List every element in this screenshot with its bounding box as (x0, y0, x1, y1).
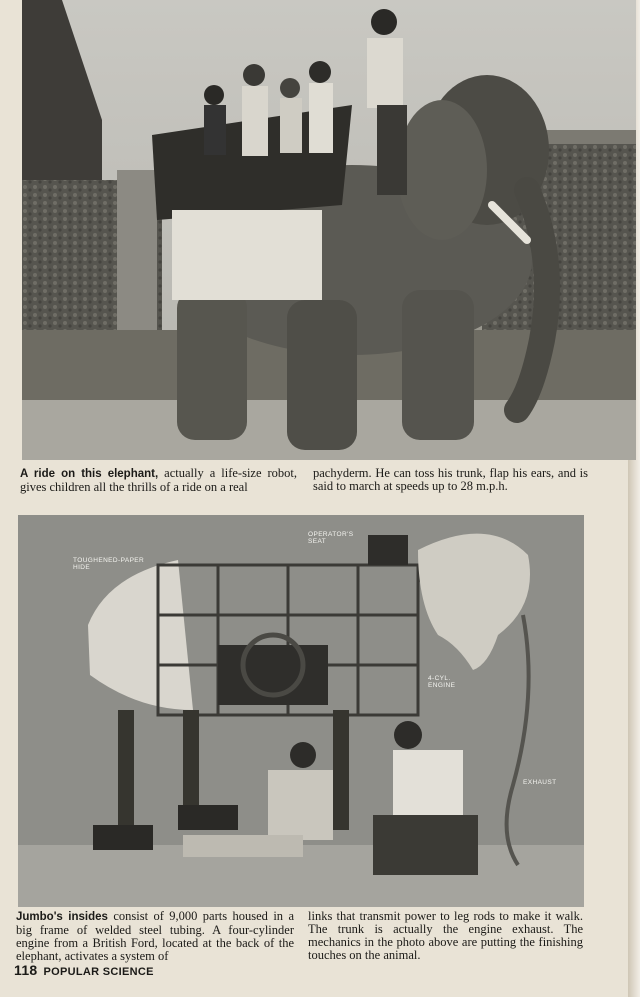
page-footer (14, 962, 154, 978)
bottom-caption-lead: Jumbo's insides (16, 911, 108, 923)
top-caption-right: pachyderm. He can toss his trunk, flap his ears, and is said to march at speeds up to 28 m.p.h. (313, 466, 588, 493)
seat-label: OPERATOR'S SEAT (308, 531, 354, 545)
top-caption-lead: A ride on this elephant, (20, 468, 159, 480)
elephant-insides-photo (18, 515, 584, 907)
bottom-caption-body-left: consist of 9,000 parts housed in a big frame of welded steel tubing. A four-cylinder engine from a British Ford, located at the back of the elephant, activates a system of (16, 909, 294, 963)
hide-label: TOUGHENED-PAPER HIDE (73, 557, 145, 571)
bottom-caption-right: links that transmit power to leg rods to make it walk. The trunk is actually the engine exhaust. The mechanics in the photo above are putting the finishing touches on the animal. (308, 909, 583, 962)
magazine-name: POPULAR SCIENCE (43, 966, 154, 978)
engine-label: 4-CYL. ENGINE (428, 675, 456, 689)
elephant-ride-photo (22, 0, 636, 460)
page-number: 118 (14, 962, 38, 978)
top-caption-body-left: actually a life-size robot, gives children all the thrills of a ride on a real (20, 466, 298, 494)
top-caption-left (20, 467, 297, 494)
bottom-caption-left (16, 910, 294, 963)
elephant-ride-illustration (22, 0, 636, 460)
exhaust-label: EXHAUST (523, 779, 557, 786)
elephant-frame-illustration (18, 515, 584, 907)
